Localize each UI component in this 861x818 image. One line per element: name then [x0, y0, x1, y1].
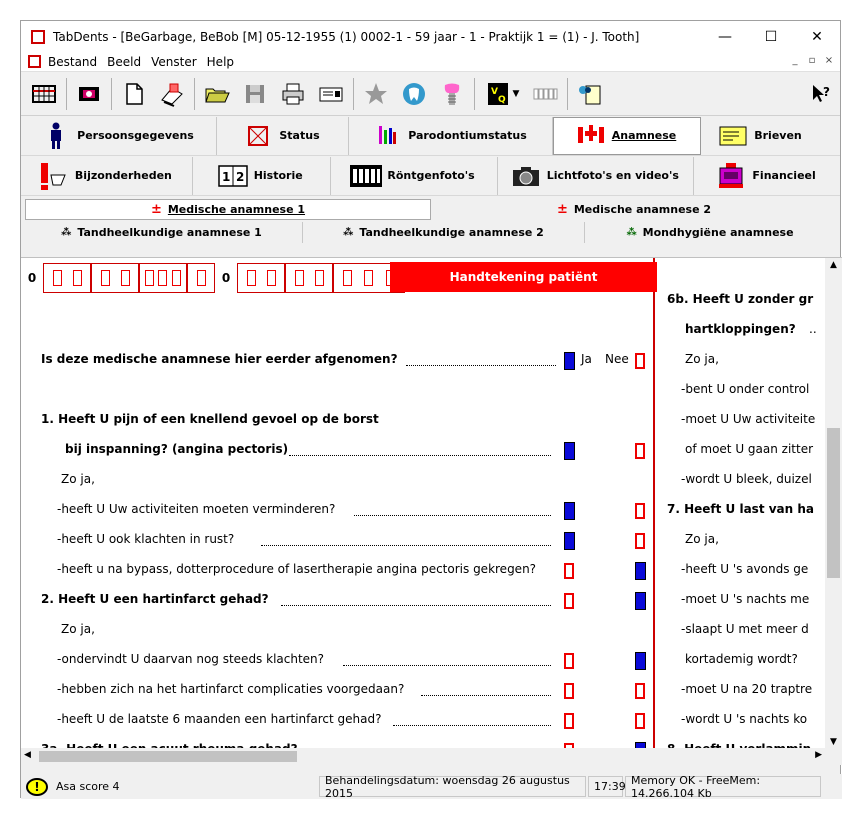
- tab-lichtfotos[interactable]: [498, 157, 694, 195]
- leader-dots: [343, 665, 551, 666]
- tab-label: Financieel: [752, 169, 816, 182]
- document-icon[interactable]: [28, 55, 41, 68]
- question-text: -wordt U bleek, duizel: [681, 472, 812, 486]
- subtab-label: Tandheelkundige anamnese 2: [359, 226, 544, 239]
- toolbar-separator: [66, 78, 67, 110]
- question-text: Is deze medische anamnese hier eerder afgenomen?: [41, 352, 398, 366]
- leader-dots: [393, 725, 551, 726]
- sub-label: Zo ja,: [685, 352, 719, 366]
- camera-icon: [513, 163, 539, 189]
- xray-icon: [353, 163, 379, 189]
- checkbox-ja[interactable]: [564, 502, 575, 520]
- warning-circle-icon: !: [26, 778, 48, 796]
- checkbox-nee[interactable]: [635, 443, 645, 459]
- checkbox-ja[interactable]: [564, 683, 574, 699]
- tab-brieven[interactable]: [701, 117, 821, 155]
- film-button[interactable]: [70, 76, 108, 112]
- subtab-label: Tandheelkundige anamnese 1: [77, 226, 262, 239]
- link-scroll-icon: [576, 80, 604, 108]
- vq-dropdown-button[interactable]: [478, 76, 526, 112]
- svg-text:V: V: [490, 86, 498, 97]
- film-icon: [75, 80, 103, 108]
- leader-dots: [289, 455, 551, 456]
- vertical-scrollbar[interactable]: [825, 258, 842, 749]
- scroll-down-icon[interactable]: ▼: [830, 737, 837, 747]
- tab-rontgenfotos[interactable]: [331, 157, 499, 195]
- app-window: [20, 20, 841, 798]
- question-text: -moet U 's nachts me: [681, 592, 810, 606]
- window-title: TabDents - [BeGarbage, BeBob [M] 05-12-1955 (1) 0002-1 - 59 jaar - 1 - Praktijk 1 = (1) - J. Tooth]: [53, 29, 640, 44]
- mdi-restore-button[interactable]: ▫: [808, 55, 816, 66]
- scroll-up-icon[interactable]: ▲: [830, 260, 837, 270]
- sig-group[interactable]: [285, 263, 333, 293]
- right-question-pane: [657, 258, 817, 749]
- leader-dots: [406, 365, 556, 366]
- svg-text:Q: Q: [497, 94, 506, 105]
- sub-label: Zo ja,: [61, 622, 95, 636]
- warning-icon: [41, 163, 67, 189]
- status-icon: [245, 123, 271, 149]
- tab-anamnese[interactable]: [553, 117, 701, 155]
- signature-button[interactable]: Handtekening patiënt: [390, 262, 657, 292]
- question-text: of moet U gaan zitter: [685, 442, 814, 456]
- leader-dots: [281, 605, 551, 606]
- implant-button[interactable]: [433, 76, 471, 112]
- register-icon: [718, 163, 744, 189]
- card-button[interactable]: [312, 76, 350, 112]
- checkbox-nee[interactable]: [635, 503, 645, 519]
- toolbar-separator: [567, 78, 568, 110]
- sig-group[interactable]: [91, 263, 139, 293]
- tab-status[interactable]: [217, 117, 349, 155]
- menu-help[interactable]: Help: [206, 54, 235, 69]
- checkbox-nee[interactable]: [635, 592, 646, 610]
- checkbox-ja[interactable]: [564, 442, 575, 460]
- new-document-button[interactable]: [115, 76, 153, 112]
- question-text: 1. Heeft U pijn of een knellend gevoel op de borst: [41, 412, 379, 426]
- new-document-icon: [120, 80, 148, 108]
- memory-status: Memory OK - FreeMem: 14.266.104 Kb: [625, 776, 821, 797]
- star-icon: [362, 80, 390, 108]
- parodontium-icon: [374, 123, 400, 149]
- person-icon: [43, 123, 69, 149]
- ja-label: Ja: [581, 352, 592, 366]
- title-bar: [21, 21, 840, 52]
- svg-text:2: 2: [235, 169, 245, 184]
- menu-bar: [21, 52, 840, 72]
- stamp-icon: [158, 80, 186, 108]
- subtab-row-2: [21, 221, 840, 244]
- help-cursor-button[interactable]: [802, 76, 840, 112]
- toolbar-separator: [194, 78, 195, 110]
- tab-label: Anamnese: [611, 129, 677, 142]
- letter-icon: [720, 123, 746, 149]
- history-icon: [220, 163, 246, 189]
- link-script-button[interactable]: [571, 76, 609, 112]
- horizontal-scrollbar[interactable]: [21, 748, 842, 765]
- checkbox-ja[interactable]: [564, 653, 574, 669]
- sig-group[interactable]: [139, 263, 187, 293]
- tab-financieel[interactable]: [694, 157, 840, 195]
- medical-cross-icon: ±: [556, 202, 568, 217]
- tooth-grid-icon: ⁂: [343, 227, 354, 238]
- svg-text:?: ?: [823, 84, 830, 99]
- tab-label: Status: [279, 129, 320, 142]
- checkbox-nee[interactable]: [635, 713, 645, 729]
- menu-venster[interactable]: Venster: [151, 54, 197, 69]
- tab-label: Historie: [253, 169, 303, 182]
- checkbox-nee[interactable]: [635, 562, 646, 580]
- checkbox-nee[interactable]: [635, 533, 645, 549]
- sub-label: Zo ja,: [61, 472, 95, 486]
- question-text: 2. Heeft U een hartinfarct gehad?: [41, 592, 269, 606]
- svg-text:1: 1: [221, 169, 231, 184]
- tab-label: Brieven: [754, 129, 802, 142]
- anamnese-content: [21, 257, 842, 748]
- tab-label: Parodontiumstatus: [408, 129, 527, 142]
- question-text: hartkloppingen?: [685, 322, 796, 336]
- tooth-grid-icon: ⁂: [61, 227, 72, 238]
- tab-label: Lichtfoto's en video's: [546, 169, 679, 182]
- mdi-close-button[interactable]: ×: [824, 55, 834, 66]
- question-text: -moet U Uw activiteite: [681, 412, 816, 426]
- asa-score: Asa score 4: [56, 780, 120, 793]
- tooth-globe-icon: [400, 80, 428, 108]
- help-cursor-icon: [807, 80, 835, 108]
- subtab-row-1: [21, 198, 840, 221]
- tab-label: Persoonsgegevens: [77, 129, 194, 142]
- tab-bijzonderheden[interactable]: [21, 157, 193, 195]
- question-text: -slaapt U met meer d: [681, 622, 809, 636]
- leader-dots: [261, 545, 551, 546]
- toolbar-separator: [474, 78, 475, 110]
- checkbox-ja[interactable]: [564, 713, 574, 729]
- horizontal-scroll-thumb[interactable]: [39, 751, 297, 762]
- main-tabs: [21, 116, 840, 244]
- sig-zero: 0: [221, 271, 231, 285]
- subtab-label: Medische anamnese 2: [573, 203, 712, 216]
- subtab-label: Mondhygiëne anamnese: [642, 226, 794, 239]
- subtab-medische-anamnese-1[interactable]: [25, 199, 431, 220]
- toolbar: [21, 72, 840, 116]
- sub-label: Zo ja,: [685, 532, 719, 546]
- close-button[interactable]: ✕: [811, 28, 823, 45]
- question-text: kortademig wordt?: [685, 652, 798, 666]
- question-text: -heeft U ook klachten in rust?: [57, 532, 235, 546]
- checkbox-ja[interactable]: [564, 563, 574, 579]
- tab-parodontiumstatus[interactable]: [349, 117, 553, 155]
- card-icon: [317, 80, 345, 108]
- teeth-row-button[interactable]: [526, 76, 564, 112]
- checkbox-nee[interactable]: [635, 353, 645, 369]
- tab-row-2: [21, 156, 840, 196]
- chevron-down-icon: ▼: [512, 88, 520, 99]
- minimize-button[interactable]: —: [718, 28, 732, 45]
- subtab-mondhygiene-anamnese[interactable]: [585, 222, 835, 243]
- sig-zero: 0: [27, 271, 37, 285]
- tab-row-1: [21, 116, 840, 156]
- question-text: -heeft U de laatste 6 maanden een hartinfarct gehad?: [57, 712, 382, 726]
- checkbox-nee[interactable]: [635, 683, 645, 699]
- teeth-row-icon: [531, 80, 559, 108]
- printer-icon: [279, 80, 307, 108]
- tab-persoonsgegevens[interactable]: [21, 117, 217, 155]
- question-text: -wordt U 's nachts ko: [681, 712, 808, 726]
- question-text: 6b. Heeft U zonder gr: [667, 292, 814, 306]
- tab-label: Röntgenfoto's: [387, 169, 475, 182]
- clock: 17:39: [588, 776, 623, 797]
- toothbrush-icon: ⁂: [626, 227, 637, 238]
- tooth-implant-icon: [438, 80, 466, 108]
- tab-label: Bijzonderheden: [74, 169, 172, 182]
- checkbox-ja[interactable]: [564, 352, 575, 370]
- leader-dots: [421, 695, 551, 696]
- maximize-button[interactable]: ☐: [764, 28, 778, 45]
- question-text: -heeft U Uw activiteiten moeten verminderen?: [57, 502, 336, 516]
- question-text: -hebben zich na het hartinfarct complicaties voorgedaan?: [57, 682, 405, 696]
- sig-group[interactable]: [43, 263, 91, 293]
- sig-group[interactable]: [187, 263, 215, 293]
- tooth-button[interactable]: [395, 76, 433, 112]
- question-text: -ondervindt U daarvan nog steeds klachten?: [57, 652, 325, 666]
- question-text: -heeft U 's avonds ge: [681, 562, 809, 576]
- scroll-right-icon[interactable]: ▶: [815, 750, 822, 760]
- print-button[interactable]: [274, 76, 312, 112]
- treatment-date: Behandelingsdatum: woensdag 26 augustus 2015: [319, 776, 586, 797]
- status-bar: [21, 774, 842, 799]
- question-text: bij inspanning? (angina pectoris): [65, 442, 289, 456]
- subtab-medische-anamnese-2[interactable]: [431, 199, 837, 220]
- stamp-button[interactable]: [153, 76, 191, 112]
- question-text: -moet U na 20 traptre: [681, 682, 813, 696]
- save-button[interactable]: [236, 76, 274, 112]
- question-text: -bent U onder control: [681, 382, 810, 396]
- checkbox-ja[interactable]: [564, 532, 575, 550]
- calendar-grid-icon: [30, 80, 58, 108]
- vq-icon: [485, 80, 513, 108]
- mdi-minimize-button[interactable]: _: [792, 55, 798, 66]
- calendar-grid-button[interactable]: [25, 76, 63, 112]
- scroll-left-icon[interactable]: ◀: [24, 750, 31, 760]
- asa-score-panel: [21, 776, 317, 797]
- subtab-tandheelkundige-anamnese-1[interactable]: [21, 222, 303, 243]
- sig-group[interactable]: [237, 263, 285, 293]
- favorite-button[interactable]: [357, 76, 395, 112]
- subtab-tandheelkundige-anamnese-2[interactable]: [303, 222, 585, 243]
- open-folder-icon: [203, 80, 231, 108]
- question-text: -heeft u na bypass, dotterprocedure of lasertherapie angina pectoris gekregen?: [57, 562, 537, 576]
- toolbar-separator: [111, 78, 112, 110]
- left-question-pane: [21, 258, 655, 749]
- medical-cross-icon: ±: [150, 202, 162, 217]
- open-folder-button[interactable]: [198, 76, 236, 112]
- menu-bestand[interactable]: Bestand: [48, 54, 98, 69]
- anamnese-icon: [578, 123, 604, 149]
- vertical-scroll-thumb[interactable]: [827, 428, 840, 578]
- menu-beeld[interactable]: Beeld: [107, 54, 142, 69]
- toolbar-separator: [353, 78, 354, 110]
- subtab-label: Medische anamnese 1: [167, 203, 306, 216]
- checkbox-nee[interactable]: [635, 652, 646, 670]
- question-text: 7. Heeft U last van ha: [667, 502, 815, 516]
- leader-dots: ..: [809, 322, 817, 336]
- app-icon[interactable]: [31, 30, 45, 44]
- tab-historie[interactable]: [193, 157, 331, 195]
- checkbox-ja[interactable]: [564, 593, 574, 609]
- leader-dots: [354, 515, 551, 516]
- nee-label: Nee: [605, 352, 629, 366]
- save-icon: [241, 80, 269, 108]
- signature-row: [21, 262, 427, 294]
